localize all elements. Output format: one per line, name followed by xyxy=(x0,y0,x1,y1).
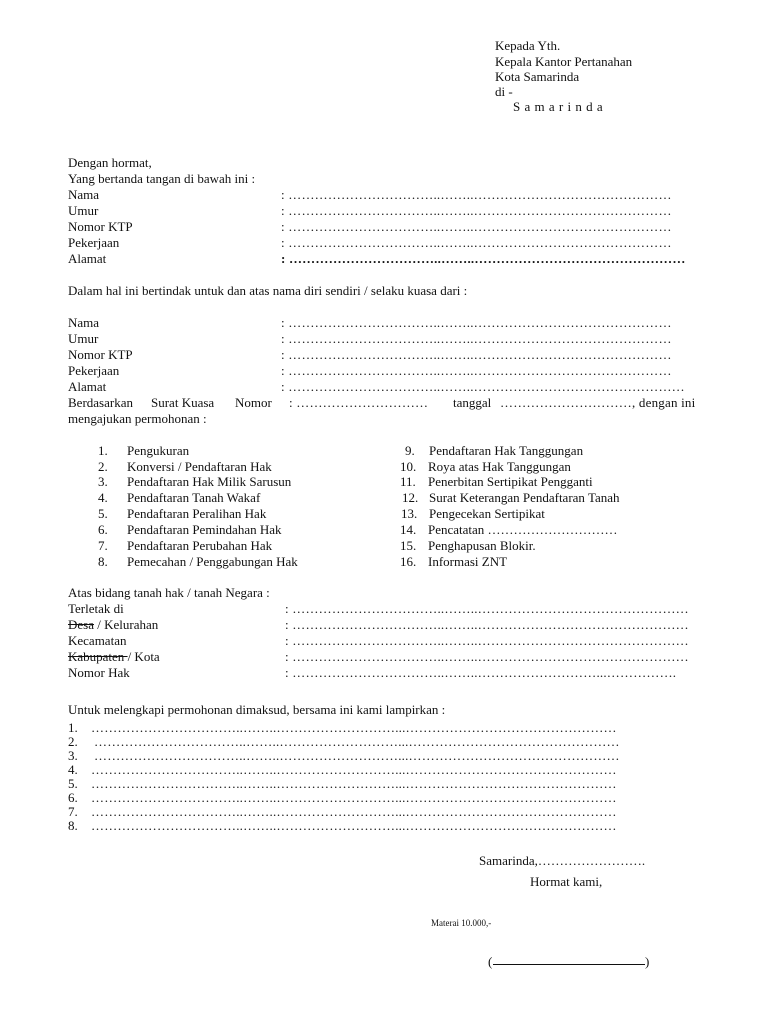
service-item: Pendaftaran Perubahan Hak xyxy=(127,538,273,553)
service-item: Pendaftaran Tanah Wakaf xyxy=(127,490,261,505)
signature-open-paren: ( xyxy=(488,954,493,969)
attachment-blank: ……………………………..……..………………………...………………………………………… xyxy=(91,762,617,777)
field-label: Umur xyxy=(68,331,99,346)
service-number: 4. xyxy=(98,490,108,505)
service-number: 14. xyxy=(400,522,417,537)
field-blank: : ……………………………..……..………………………...……………. xyxy=(285,665,677,680)
field-label: Nomor Hak xyxy=(68,665,130,680)
service-item: Pendaftaran Hak Tanggungan xyxy=(429,443,584,458)
field-blank: : ……………………………..……..………………………………………… xyxy=(285,617,689,632)
poa-line-2: mengajukan permohonan : xyxy=(68,411,207,426)
addressee-line-3: Kota Samarinda xyxy=(495,69,580,84)
attachment-number: 4. xyxy=(68,762,78,777)
field-label: Nomor KTP xyxy=(68,219,133,234)
attachment-number: 3. xyxy=(68,748,78,763)
service-item: Pengukuran xyxy=(127,443,190,458)
service-item: Informasi ZNT xyxy=(428,554,508,569)
service-number: 10. xyxy=(400,459,417,474)
attachment-number: 7. xyxy=(68,804,78,819)
greeting: Dengan hormat, xyxy=(68,155,152,170)
field-blank: : ……………………………..……..………………………………………… xyxy=(281,251,686,266)
service-item: Pendaftaran Peralihan Hak xyxy=(127,506,267,521)
addressee-line-2: Kepala Kantor Pertanahan xyxy=(495,54,633,69)
field-label: Kecamatan xyxy=(68,633,127,648)
field-label: Nama xyxy=(68,187,100,202)
attachment-number: 8. xyxy=(68,818,78,833)
service-item: Pemecahan / Penggabungan Hak xyxy=(127,554,298,569)
attachments-intro: Untuk melengkapi permohonan dimaksud, bersama ini kami lampirkan : xyxy=(68,702,446,717)
service-number: 13. xyxy=(401,506,418,521)
field-blank: : ……………………………..……..……………………………………… xyxy=(281,331,672,346)
field-label-kelurahan xyxy=(68,617,158,633)
poa-word-2: Surat Kuasa xyxy=(151,395,215,410)
service-number: 6. xyxy=(98,522,108,537)
service-item: Roya atas Hak Tanggungan xyxy=(428,459,571,474)
struck-word: Desa xyxy=(68,617,94,632)
acting-statement: Dalam hal ini bertindak untuk dan atas nama diri sendiri / selaku kuasa dari : xyxy=(68,283,468,298)
poa-word-1: Berdasarkan xyxy=(68,395,133,410)
field-blank: : ……………………………..……..………………………………………… xyxy=(285,649,689,664)
field-blank: : ……………………………..……..………………………………………… xyxy=(281,379,685,394)
service-number: 16. xyxy=(400,554,417,569)
struck-word: Kabupaten xyxy=(68,649,128,664)
attachment-number: 6. xyxy=(68,790,78,805)
service-item: Pendaftaran Pemindahan Hak xyxy=(127,522,282,537)
addressee-line-1: Kepada Yth. xyxy=(495,38,561,53)
field-label: Terletak di xyxy=(68,601,124,616)
service-number: 1. xyxy=(98,443,108,458)
attachment-blank: ……………………………..……..………………………...………………………………………… xyxy=(91,720,617,735)
attachment-number: 1. xyxy=(68,720,78,735)
field-label: Pekerjaan xyxy=(68,235,120,250)
field-blank: : ……………………………..……..………………………………………… xyxy=(285,601,689,616)
attachment-blank: ……………………………..……..………………………...………………………………………… xyxy=(91,776,617,791)
service-number: 11. xyxy=(400,474,416,489)
service-item: Pendaftaran Hak Milik Sarusun xyxy=(127,474,292,489)
service-number: 3. xyxy=(98,474,108,489)
field-label: Alamat xyxy=(68,379,107,394)
poa-number-blank: : ………………………… xyxy=(289,395,429,410)
field-blank: : ……………………………..……..……………………………………… xyxy=(281,187,672,202)
service-number: 5. xyxy=(98,506,108,521)
label-text: / Kota xyxy=(127,649,160,664)
attachment-blank: ……………………………..……..………………………...………………………………………… xyxy=(94,748,620,763)
attachment-blank: ……………………………..……..………………………...………………………………………… xyxy=(91,818,617,833)
field-label: Umur xyxy=(68,203,99,218)
service-item: Pencatatan ………………………… xyxy=(428,522,618,537)
field-blank: : ……………………………..……..………………………………………… xyxy=(285,633,689,648)
attachment-number: 2. xyxy=(68,734,78,749)
service-number: 9. xyxy=(405,443,415,458)
service-number: 7. xyxy=(98,538,108,553)
poa-word-3: Nomor xyxy=(235,395,272,410)
field-blank: : ……………………………..……..……………………………………… xyxy=(281,315,672,330)
field-label: Nomor KTP xyxy=(68,347,133,362)
field-label: Alamat xyxy=(68,251,107,266)
stamp-duty-note: Materai 10.000,- xyxy=(431,918,492,928)
addressee-city: S a m a r i n d a xyxy=(513,99,604,114)
intro-text: Yang bertanda tangan di bawah ini : xyxy=(68,171,256,186)
field-blank: : ……………………………..……..……………………………………… xyxy=(281,347,672,362)
field-blank: : ……………………………..……..……………………………………… xyxy=(281,203,672,218)
service-item: Penerbitan Sertipikat Pengganti xyxy=(428,474,593,489)
place-date: Samarinda,……………………. xyxy=(479,853,646,868)
field-blank: : ……………………………..……..……………………………………… xyxy=(281,219,672,234)
service-item: Surat Keterangan Pendaftaran Tanah xyxy=(429,490,620,505)
addressee-line-4: di - xyxy=(495,84,513,99)
poa-date-blank: …………………………, dengan ini xyxy=(500,395,696,410)
field-blank: : ……………………………..……..……………………………………… xyxy=(281,235,672,250)
land-title: Atas bidang tanah hak / tanah Negara : xyxy=(68,585,270,600)
service-item: Pengecekan Sertipikat xyxy=(429,506,545,521)
attachment-blank: ……………………………..……..………………………...………………………………………… xyxy=(91,790,617,805)
closing-text: Hormat kami, xyxy=(530,874,603,889)
service-number: 2. xyxy=(98,459,108,474)
signature-close-paren: ) xyxy=(645,954,650,969)
attachment-number: 5. xyxy=(68,776,78,791)
field-label: Nama xyxy=(68,315,100,330)
label-text: / Kelurahan xyxy=(94,617,159,632)
field-blank: : ……………………………..……..……………………………………… xyxy=(281,363,672,378)
service-number: 8. xyxy=(98,554,108,569)
service-number: 12. xyxy=(402,490,419,505)
field-label-kota xyxy=(68,649,160,665)
attachment-blank: ……………………………..……..………………………...………………………………………… xyxy=(94,734,620,749)
signature-line xyxy=(493,964,645,965)
service-number: 15. xyxy=(400,538,417,553)
field-label: Pekerjaan xyxy=(68,363,120,378)
service-item: Konversi / Pendaftaran Hak xyxy=(127,459,272,474)
attachment-blank: ……………………………..……..………………………...………………………………………… xyxy=(91,804,617,819)
poa-word-tanggal: tanggal xyxy=(453,395,492,410)
service-item: Penghapusan Blokir. xyxy=(428,538,536,553)
